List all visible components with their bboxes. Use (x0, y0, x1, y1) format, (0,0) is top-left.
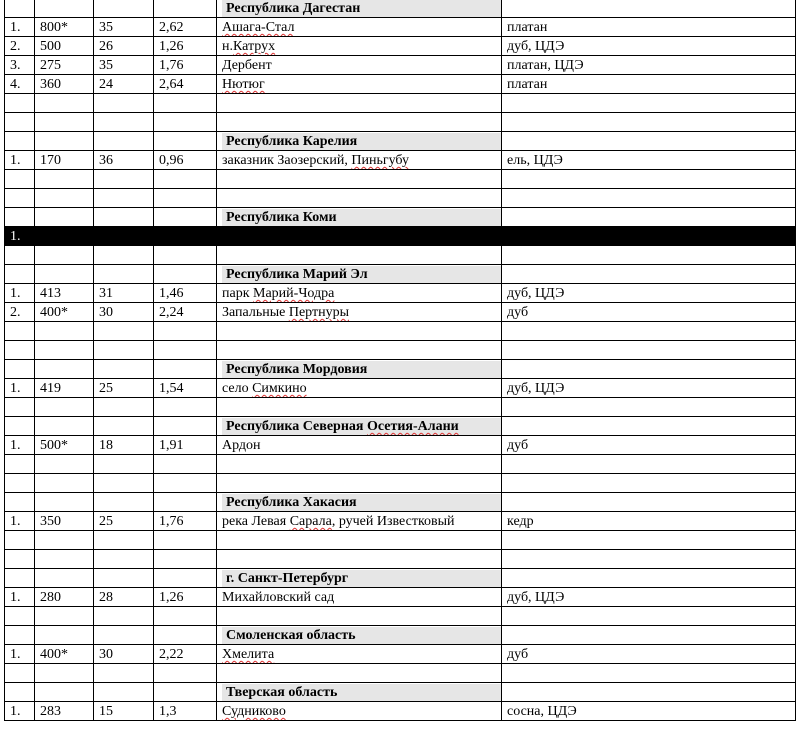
place-cell[interactable]: Запальные Пертнуры (217, 303, 502, 322)
empty-cell[interactable] (94, 550, 154, 569)
table-row (5, 56, 796, 75)
height-cell[interactable]: 28 (94, 588, 154, 607)
empty-cell[interactable] (154, 607, 217, 626)
species-cell[interactable]: ель, ЦДЭ (502, 151, 796, 170)
empty-cell[interactable] (154, 341, 217, 360)
empty-row (5, 170, 796, 189)
empty-cell[interactable] (217, 455, 502, 474)
region-name: Республика Карелия (222, 133, 502, 150)
empty-cell[interactable] (154, 0, 217, 18)
empty-cell[interactable] (94, 474, 154, 493)
row-number-cell[interactable]: 1. (5, 284, 35, 303)
diameter-cell[interactable]: 1,26 (154, 37, 217, 56)
empty-cell[interactable] (154, 531, 217, 550)
diameter-cell[interactable]: 1,26 (154, 588, 217, 607)
empty-cell[interactable] (154, 113, 217, 132)
empty-cell[interactable] (35, 246, 94, 265)
diameter-cell[interactable]: 2,24 (154, 303, 217, 322)
empty-cell[interactable] (35, 341, 94, 360)
place-cell[interactable] (217, 18, 502, 37)
region-cell[interactable] (217, 493, 502, 512)
age-cell[interactable]: 400* (35, 303, 94, 322)
empty-cell[interactable] (5, 664, 35, 683)
region-cell[interactable] (217, 132, 502, 151)
empty-cell[interactable] (5, 417, 35, 436)
height-cell[interactable]: 15 (94, 702, 154, 721)
empty-cell[interactable] (94, 664, 154, 683)
row-number-cell[interactable]: 2. (5, 37, 35, 56)
table-row (5, 37, 796, 56)
table-row (5, 588, 796, 607)
diameter-cell[interactable]: 1,76 (154, 512, 217, 531)
empty-cell[interactable] (94, 493, 154, 512)
empty-cell[interactable] (94, 113, 154, 132)
spellcheck-underline: Пертнуры (288, 305, 350, 320)
empty-cell[interactable] (94, 189, 154, 208)
species-cell[interactable]: платан, ЦДЭ (502, 56, 796, 75)
empty-cell[interactable] (35, 474, 94, 493)
empty-row (5, 607, 796, 626)
empty-cell[interactable] (217, 94, 502, 113)
diameter-cell[interactable]: 1,76 (154, 56, 217, 75)
empty-cell[interactable] (502, 94, 796, 113)
empty-cell[interactable] (154, 94, 217, 113)
age-cell[interactable]: 350 (35, 512, 94, 531)
empty-cell[interactable] (35, 607, 94, 626)
region-header-row (5, 360, 796, 379)
empty-cell[interactable] (154, 322, 217, 341)
place-cell[interactable] (217, 645, 502, 664)
empty-cell[interactable] (35, 170, 94, 189)
spellcheck-underline: Сарала (289, 514, 332, 529)
spellcheck-underline: Судниково (222, 704, 286, 719)
empty-cell[interactable] (154, 417, 217, 436)
region-header-row (5, 569, 796, 588)
height-cell[interactable]: 24 (94, 75, 154, 94)
empty-cell[interactable] (5, 398, 35, 417)
empty-cell[interactable] (94, 626, 154, 645)
region-cell[interactable] (217, 265, 502, 284)
spellcheck-underline: Ашага-Стал (222, 20, 295, 35)
region-cell[interactable] (217, 569, 502, 588)
species-cell[interactable]: платан (502, 75, 796, 94)
empty-cell[interactable] (5, 322, 35, 341)
empty-cell[interactable] (5, 265, 35, 284)
row-number-cell[interactable]: 1. (5, 436, 35, 455)
empty-cell[interactable] (94, 246, 154, 265)
empty-cell[interactable] (217, 322, 502, 341)
age-cell[interactable]: 419 (35, 379, 94, 398)
empty-cell[interactable] (35, 94, 94, 113)
empty-cell[interactable] (5, 531, 35, 550)
age-cell[interactable]: 500 (35, 37, 94, 56)
empty-cell[interactable] (35, 360, 94, 379)
table-row (5, 284, 796, 303)
empty-cell[interactable] (5, 208, 35, 227)
empty-cell[interactable] (502, 474, 796, 493)
empty-cell[interactable] (35, 569, 94, 588)
region-header-row (5, 0, 796, 18)
species-cell[interactable]: дуб (502, 303, 796, 322)
region-cell[interactable] (217, 360, 502, 379)
empty-cell[interactable] (5, 246, 35, 265)
empty-cell[interactable] (217, 189, 502, 208)
row-number-cell[interactable]: 2. (5, 303, 35, 322)
region-name: Республика Хакасия (222, 494, 502, 511)
place-cell[interactable]: Михайловский сад (217, 588, 502, 607)
empty-cell[interactable] (5, 132, 35, 151)
region-header-row (5, 626, 796, 645)
table-row (5, 18, 796, 37)
place-cell[interactable]: Ардон (217, 436, 502, 455)
empty-cell[interactable] (154, 569, 217, 588)
empty-cell[interactable] (154, 455, 217, 474)
empty-cell[interactable] (217, 531, 502, 550)
row-number-cell[interactable]: 1. (5, 151, 35, 170)
empty-cell[interactable] (502, 227, 796, 246)
spellcheck-underline: Нютюг (222, 77, 265, 92)
empty-cell[interactable] (154, 626, 217, 645)
empty-cell[interactable] (154, 550, 217, 569)
empty-row (5, 246, 796, 265)
empty-cell[interactable] (217, 170, 502, 189)
empty-cell[interactable] (502, 607, 796, 626)
empty-cell[interactable] (154, 474, 217, 493)
empty-cell[interactable] (94, 322, 154, 341)
empty-cell[interactable] (5, 493, 35, 512)
place-cell[interactable]: н.Катрух (217, 37, 502, 56)
row-number-cell[interactable]: 1. (5, 18, 35, 37)
empty-cell[interactable] (35, 417, 94, 436)
row-number-cell[interactable]: 1. (5, 227, 35, 246)
age-cell[interactable]: 170 (35, 151, 94, 170)
empty-cell[interactable] (35, 113, 94, 132)
region-cell[interactable] (217, 208, 502, 227)
empty-cell[interactable] (5, 360, 35, 379)
age-cell[interactable]: 283 (35, 702, 94, 721)
empty-cell[interactable] (502, 113, 796, 132)
empty-cell[interactable] (502, 208, 796, 227)
empty-cell[interactable] (5, 550, 35, 569)
age-cell[interactable]: 275 (35, 56, 94, 75)
place-cell[interactable]: парк Марий-Чодра (217, 284, 502, 303)
row-number-cell[interactable]: 1. (5, 588, 35, 607)
empty-cell[interactable] (5, 189, 35, 208)
table-row (5, 303, 796, 322)
age-cell[interactable]: 413 (35, 284, 94, 303)
spellcheck-underline: Марий-Чодра (253, 286, 335, 301)
empty-row (5, 455, 796, 474)
empty-cell[interactable] (5, 113, 35, 132)
empty-cell[interactable] (35, 493, 94, 512)
row-number-cell[interactable]: 1. (5, 645, 35, 664)
table-row (5, 75, 796, 94)
species-cell[interactable]: сосна, ЦДЭ (502, 702, 796, 721)
region-name: Республика Северная Осетия-Алани (222, 418, 502, 435)
age-cell[interactable]: 500* (35, 436, 94, 455)
empty-cell[interactable] (217, 113, 502, 132)
empty-cell[interactable] (35, 626, 94, 645)
empty-cell[interactable] (35, 664, 94, 683)
empty-cell[interactable] (502, 664, 796, 683)
empty-cell[interactable] (94, 341, 154, 360)
diameter-cell[interactable]: 1,54 (154, 379, 217, 398)
empty-row (5, 189, 796, 208)
spellcheck-underline: Осетия-Алани (366, 419, 459, 434)
spellcheck-underline: Пиньгубу (351, 153, 409, 168)
species-cell[interactable]: дуб, ЦДЭ (502, 588, 796, 607)
place-cell[interactable]: река Левая Сарала, ручей Известковый (217, 512, 502, 531)
place-cell[interactable] (217, 702, 502, 721)
empty-cell[interactable] (217, 607, 502, 626)
empty-cell[interactable] (154, 170, 217, 189)
height-cell[interactable]: 26 (94, 37, 154, 56)
trees-table (4, 0, 796, 721)
region-name: г. Санкт-Петербург (222, 570, 502, 587)
row-number-cell[interactable]: 4. (5, 75, 35, 94)
height-cell[interactable]: 25 (94, 379, 154, 398)
empty-cell[interactable] (217, 664, 502, 683)
empty-cell[interactable] (502, 132, 796, 151)
region-cell[interactable] (217, 0, 502, 18)
empty-cell[interactable] (154, 360, 217, 379)
empty-cell[interactable] (35, 531, 94, 550)
empty-cell[interactable] (94, 208, 154, 227)
empty-row (5, 94, 796, 113)
region-header-row (5, 417, 796, 436)
age-cell[interactable]: 360 (35, 75, 94, 94)
empty-row (5, 398, 796, 417)
empty-cell[interactable] (35, 398, 94, 417)
empty-cell[interactable] (94, 132, 154, 151)
region-name: Смоленская область (222, 627, 502, 644)
region-name: Тверская область (222, 684, 502, 701)
empty-cell[interactable] (502, 265, 796, 284)
region-name: Республика Дагестан (222, 0, 502, 17)
empty-cell[interactable] (94, 265, 154, 284)
spellcheck-underline: Катрух (233, 39, 276, 54)
empty-cell[interactable] (154, 265, 217, 284)
region-name: Республика Марий Эл (222, 266, 502, 283)
empty-cell[interactable] (502, 170, 796, 189)
diameter-cell[interactable]: 1,3 (154, 702, 217, 721)
region-header-row (5, 265, 796, 284)
empty-cell[interactable] (5, 626, 35, 645)
empty-cell[interactable] (35, 189, 94, 208)
empty-cell[interactable] (217, 341, 502, 360)
diameter-cell[interactable]: 1,46 (154, 284, 217, 303)
empty-cell[interactable] (35, 322, 94, 341)
age-cell[interactable]: 280 (35, 588, 94, 607)
height-cell[interactable]: 31 (94, 284, 154, 303)
empty-cell[interactable] (94, 607, 154, 626)
empty-cell[interactable] (35, 227, 94, 246)
empty-cell[interactable] (154, 189, 217, 208)
empty-cell[interactable] (5, 569, 35, 588)
age-cell[interactable]: 400* (35, 645, 94, 664)
empty-cell[interactable] (94, 360, 154, 379)
table-row (5, 702, 796, 721)
empty-cell[interactable] (94, 398, 154, 417)
empty-cell[interactable] (502, 455, 796, 474)
row-number-cell[interactable]: 3. (5, 56, 35, 75)
empty-cell[interactable] (154, 398, 217, 417)
region-name: Республика Коми (222, 209, 502, 226)
empty-cell[interactable] (217, 246, 502, 265)
empty-cell[interactable] (5, 341, 35, 360)
empty-cell[interactable] (94, 0, 154, 18)
age-cell[interactable]: 800* (35, 18, 94, 37)
empty-cell[interactable] (154, 227, 217, 246)
empty-cell[interactable] (35, 0, 94, 18)
empty-cell[interactable] (502, 246, 796, 265)
height-cell[interactable]: 30 (94, 645, 154, 664)
empty-cell[interactable] (154, 493, 217, 512)
empty-cell[interactable] (35, 265, 94, 284)
empty-cell[interactable] (502, 322, 796, 341)
region-cell[interactable] (217, 626, 502, 645)
empty-cell[interactable] (5, 170, 35, 189)
table-row (5, 436, 796, 455)
empty-cell[interactable] (217, 550, 502, 569)
diameter-cell[interactable]: 2,22 (154, 645, 217, 664)
empty-cell[interactable] (94, 455, 154, 474)
place-cell[interactable]: село Симкино (217, 379, 502, 398)
empty-cell[interactable] (217, 227, 502, 246)
empty-row (5, 113, 796, 132)
empty-row (5, 664, 796, 683)
empty-cell[interactable] (94, 227, 154, 246)
empty-cell[interactable] (502, 360, 796, 379)
empty-row (5, 474, 796, 493)
empty-cell[interactable] (502, 398, 796, 417)
region-cell[interactable] (217, 683, 502, 702)
empty-cell[interactable] (94, 569, 154, 588)
place-cell[interactable] (217, 75, 502, 94)
empty-cell[interactable] (502, 550, 796, 569)
row-number-cell[interactable]: 1. (5, 702, 35, 721)
empty-cell[interactable] (5, 607, 35, 626)
row-number-cell[interactable]: 1. (5, 379, 35, 398)
empty-cell[interactable] (35, 683, 94, 702)
empty-cell[interactable] (5, 455, 35, 474)
region-cell[interactable] (217, 417, 502, 436)
empty-cell[interactable] (154, 683, 217, 702)
empty-cell[interactable] (5, 94, 35, 113)
empty-cell[interactable] (502, 417, 796, 436)
height-cell[interactable]: 36 (94, 151, 154, 170)
empty-cell[interactable] (94, 170, 154, 189)
empty-cell[interactable] (502, 189, 796, 208)
empty-cell[interactable] (5, 474, 35, 493)
empty-cell[interactable] (5, 0, 35, 18)
empty-cell[interactable] (502, 531, 796, 550)
empty-row (5, 531, 796, 550)
place-cell[interactable]: заказник Заозерский, Пиньгубу (217, 151, 502, 170)
species-cell[interactable]: дуб, ЦДЭ (502, 284, 796, 303)
empty-row (5, 322, 796, 341)
height-cell[interactable]: 35 (94, 18, 154, 37)
empty-cell[interactable] (154, 132, 217, 151)
empty-cell[interactable] (217, 398, 502, 417)
table-row (5, 512, 796, 531)
region-header-row (5, 208, 796, 227)
diameter-cell[interactable]: 2,64 (154, 75, 217, 94)
empty-cell[interactable] (502, 0, 796, 18)
empty-cell[interactable] (35, 208, 94, 227)
empty-cell[interactable] (94, 683, 154, 702)
place-cell[interactable]: Дербент (217, 56, 502, 75)
empty-cell[interactable] (502, 493, 796, 512)
region-header-row (5, 683, 796, 702)
empty-row (5, 550, 796, 569)
empty-cell[interactable] (35, 455, 94, 474)
empty-cell[interactable] (502, 569, 796, 588)
region-name: Республика Мордовия (222, 361, 502, 378)
species-cell[interactable]: дуб, ЦДЭ (502, 37, 796, 56)
species-cell[interactable]: дуб (502, 436, 796, 455)
empty-cell[interactable] (502, 683, 796, 702)
empty-cell[interactable] (5, 683, 35, 702)
species-cell[interactable]: кедр (502, 512, 796, 531)
diameter-cell[interactable]: 0,96 (154, 151, 217, 170)
empty-cell[interactable] (94, 417, 154, 436)
empty-cell[interactable] (502, 341, 796, 360)
diameter-cell[interactable]: 2,62 (154, 18, 217, 37)
table-row (5, 379, 796, 398)
region-header-row (5, 493, 796, 512)
table-row (5, 151, 796, 170)
empty-cell[interactable] (154, 664, 217, 683)
empty-row (5, 341, 796, 360)
empty-cell[interactable] (35, 132, 94, 151)
empty-cell[interactable] (94, 531, 154, 550)
empty-cell[interactable] (154, 208, 217, 227)
empty-cell[interactable] (217, 474, 502, 493)
spellcheck-underline: Симкино (252, 381, 307, 396)
species-cell[interactable]: дуб, ЦДЭ (502, 379, 796, 398)
height-cell[interactable]: 35 (94, 56, 154, 75)
species-cell[interactable]: дуб (502, 645, 796, 664)
empty-cell[interactable] (154, 246, 217, 265)
selected-row (5, 227, 796, 246)
height-cell[interactable]: 18 (94, 436, 154, 455)
spellcheck-underline: Хмелита (222, 647, 275, 662)
species-cell[interactable]: платан (502, 18, 796, 37)
empty-cell[interactable] (35, 550, 94, 569)
table-row (5, 645, 796, 664)
row-number-cell[interactable]: 1. (5, 512, 35, 531)
height-cell[interactable]: 25 (94, 512, 154, 531)
diameter-cell[interactable]: 1,91 (154, 436, 217, 455)
region-header-row (5, 132, 796, 151)
height-cell[interactable]: 30 (94, 303, 154, 322)
empty-cell[interactable] (502, 626, 796, 645)
empty-cell[interactable] (94, 94, 154, 113)
